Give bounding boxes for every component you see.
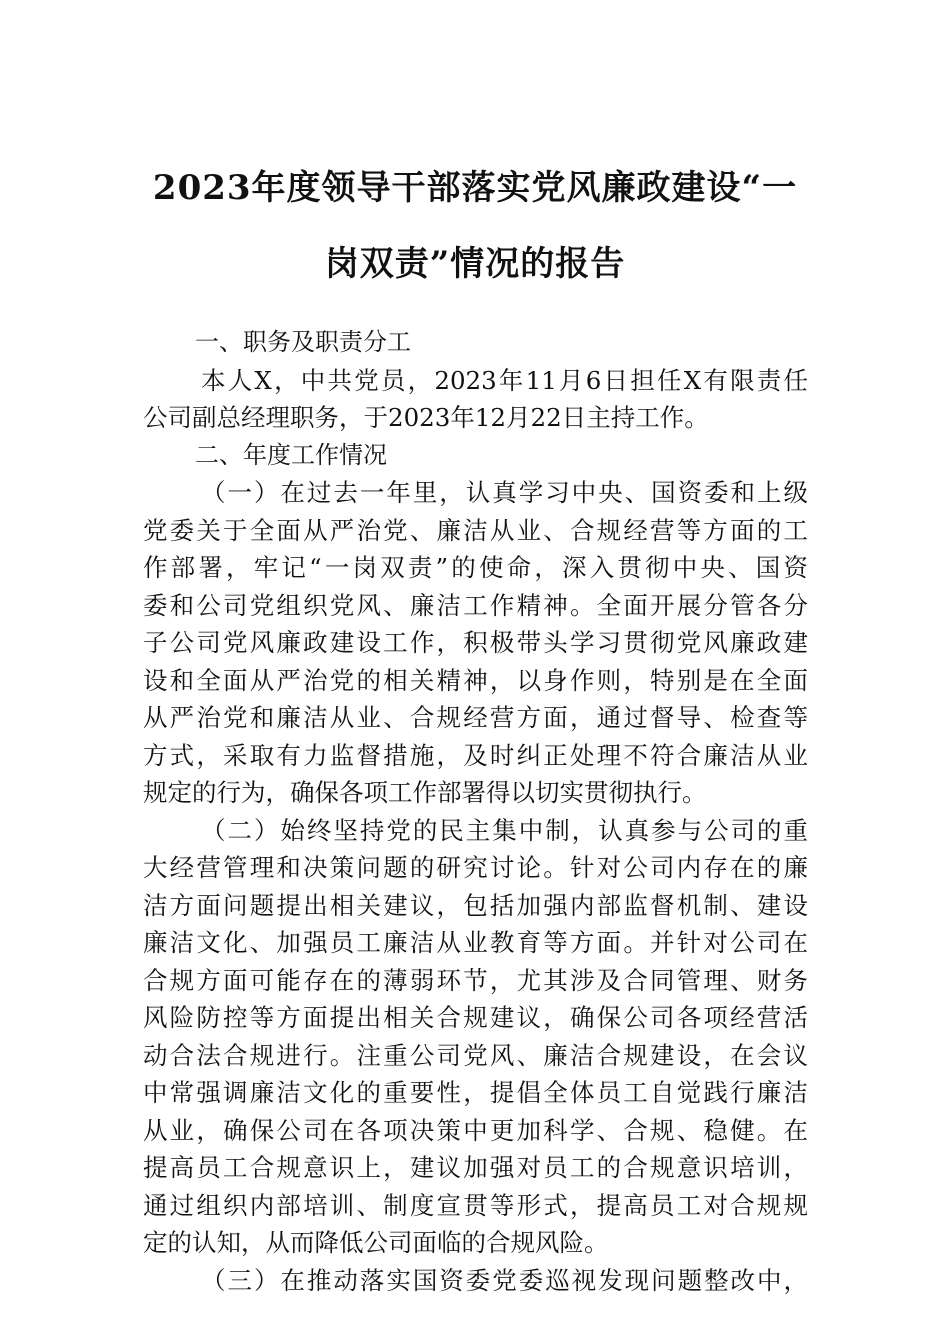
paragraph-line: 方式，采取有力监督措施，及时纠正处理不符合廉洁从业 [143,740,808,770]
paragraph-line: 提高员工合规意识上，建议加强对员工的合规意识培训， [143,1153,808,1182]
paragraph-line: 洁方面问题提出相关建议，包括加强内部监督机制、建设 [143,890,808,920]
paragraph-item-1 [143,474,808,812]
report-title-line-1: 2023年度领导干部落实党风廉政建设“一 [152,168,798,208]
paragraph-item-3 [143,1262,808,1300]
paragraph-line: 动合法合规进行。注重公司党风、廉洁合规建设，在会议 [143,1040,808,1070]
paragraph-line: 定的认知，从而降低公司面临的合规风险。 [143,1228,609,1257]
paragraph-line: 中常强调廉洁文化的重要性，提倡全体员工自觉践行廉洁 [143,1078,808,1107]
paragraph-line: 党委关于全面从严治党、廉洁从业、合规经营等方面的工 [143,515,808,545]
paragraph-line: 规定的行为，确保各项工作部署得以切实贯彻执行。 [143,778,707,807]
paragraph-line: 设和全面从严治党的相关精神，以身作则，特别是在全面 [143,665,808,695]
paragraph-line: 风险防控等方面提出相关合规建议，确保公司各项经营活 [143,1003,808,1032]
paragraph-line: （一）在过去一年里，认真学习中央、国资委和上级 [201,478,808,507]
paragraph-line: 通过组织内部培训、制度宣贯等形式，提高员工对合规规 [143,1190,808,1220]
section-heading-annual-work: 二、年度工作情况 [195,440,387,469]
paragraph-line: 廉洁文化、加强员工廉洁从业教育等方面。并针对公司在 [143,928,808,957]
paragraph-line: 子公司党风廉政建设工作，积极带头学习贯彻党风廉政建 [143,628,808,657]
report-title-line-2: 岗双责”情况的报告 [324,244,626,284]
paragraph-item-2 [143,812,808,1262]
paragraph-line: 大经营管理和决策问题的研究讨论。针对公司内存在的廉 [143,853,808,882]
paragraph-line: 委和公司党组织党风、廉洁工作精神。全面开展分管各分 [143,590,808,620]
section-heading-duties: 一、职务及职责分工 [195,328,411,356]
paragraph-duties [143,362,808,437]
paragraph-line: （二）始终坚持党的民主集中制，认真参与公司的重 [201,815,808,845]
paragraph-line: 公司副总经理职务，于2023年12月22日主持工作。 [143,403,709,432]
paragraph-line: 合规方面可能存在的薄弱环节，尤其涉及合同管理、财务 [143,965,808,995]
report-title [120,150,830,302]
paragraph-line: 从严治党和廉洁从业、合规经营方面，通过督导、检查等 [143,703,808,732]
paragraph-line: （三）在推动落实国资委党委巡视发现问题整改中， [201,1265,808,1295]
paragraph-line: 从业，确保公司在各项决策中更加科学、合规、稳健。在 [143,1115,808,1145]
report-body [143,324,808,1299]
paragraph-line: 本人X，中共党员，2023年11月6日担任X有限责任 [201,365,808,395]
paragraph-line: 作部署，牢记“一岗双责”的使命，深入贯彻中央、国资 [143,553,808,582]
